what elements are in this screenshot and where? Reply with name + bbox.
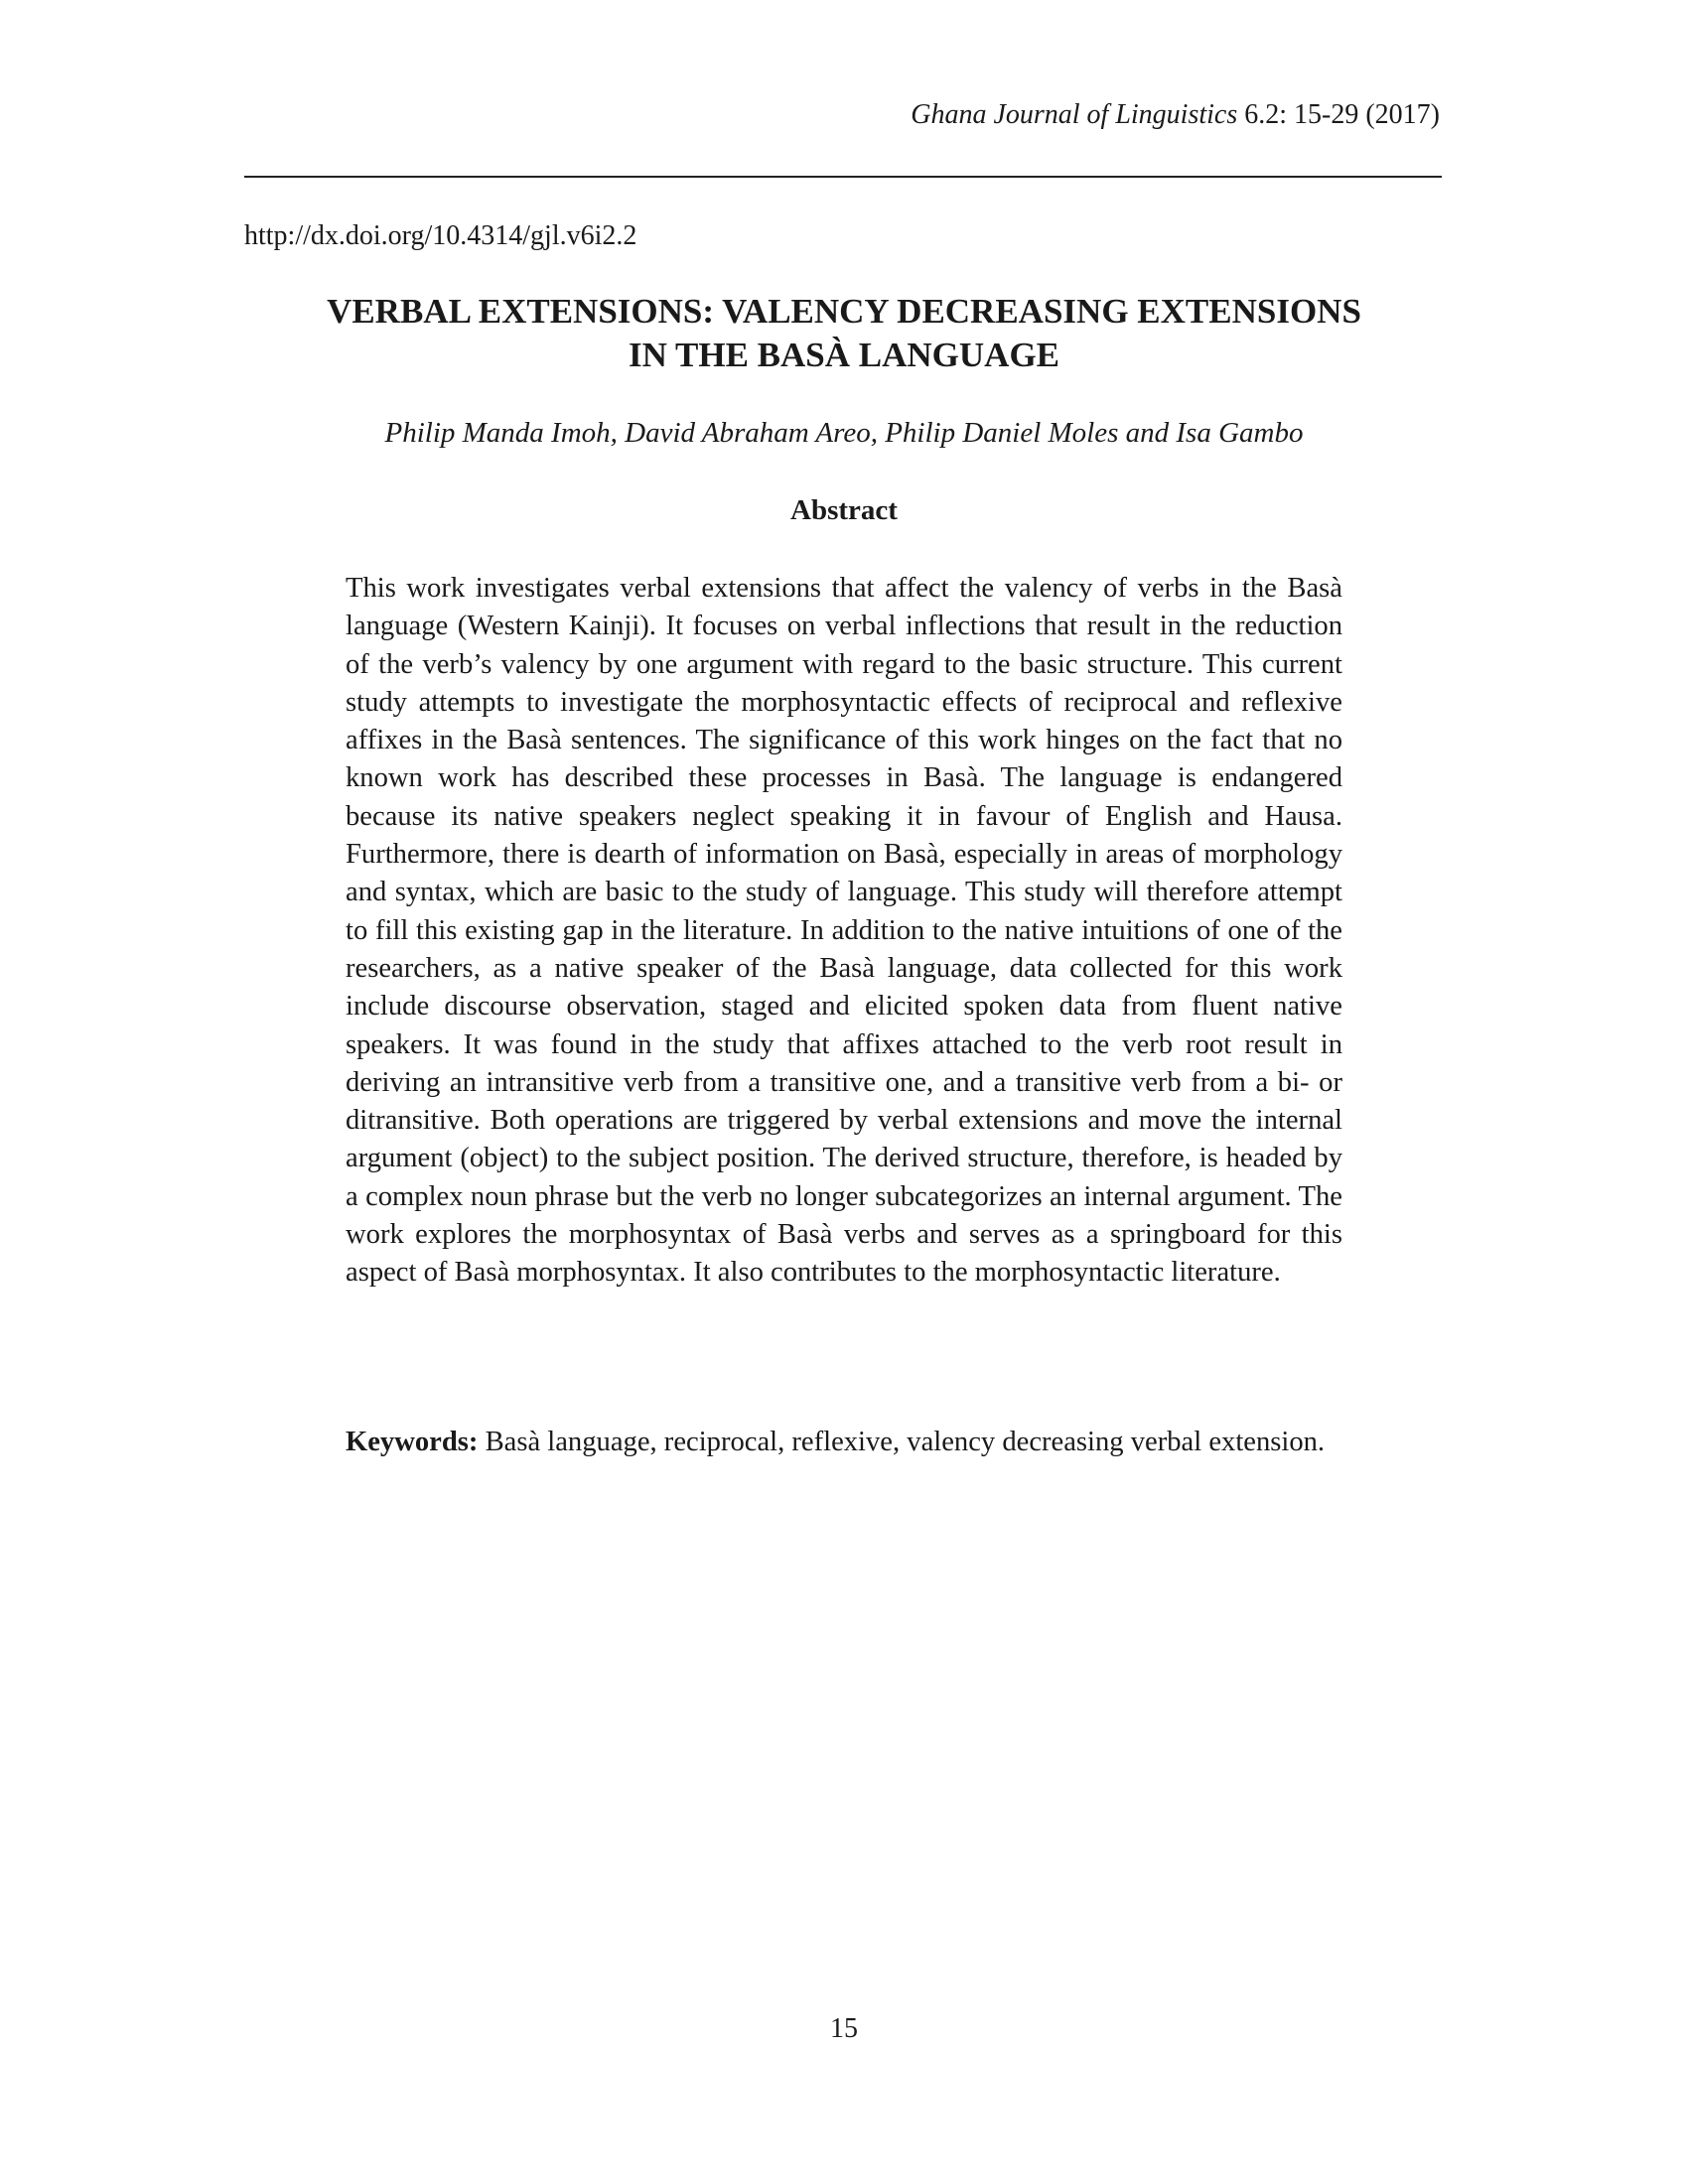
journal-name: Ghana Journal of Linguistics xyxy=(911,99,1238,130)
title-line-2: IN THE BASÀ LANGUAGE xyxy=(628,336,1060,374)
doi-link[interactable]: http://dx.doi.org/10.4314/gjl.v6i2.2 xyxy=(244,220,637,251)
abstract-heading: Abstract xyxy=(790,494,898,526)
keywords-text: Basà language, reciprocal, reflexive, valency decreasing verbal extension. xyxy=(478,1427,1326,1457)
paper-title xyxy=(199,290,1489,377)
header-rule xyxy=(244,176,1442,178)
title-line-1: VERBAL EXTENSIONS: VALENCY DECREASING EXTENSIONS xyxy=(327,292,1361,331)
keywords xyxy=(346,1424,1342,1461)
journal-citation: 6.2: 15-29 (2017) xyxy=(1237,99,1440,130)
running-head xyxy=(911,99,1440,131)
abstract-body: This work investigates verbal extensions that affect the valency of verbs in the Basà language (Western Kainji). It focuses on verbal inflections that result in the reduction of the verb’s valency by one argument with regard to the basic structure. This current study attempts to investigate the morphosyntactic effects of reciprocal and reflexive affixes in the Basà sentences. The significance of this work hinges on the fact that no known work has described these processes in Basà. The language is endangered because its native speakers neglect speaking it in favour of English and Hausa. Furthermore, there is dearth of information on Basà, especially in areas of morphology and syntax, which are basic to the study of language. This study will therefore attempt to fill this existing gap in the literature. In addition to the native intuitions of one of the researchers, as a native speaker of the Basà language, data collected for this work include discourse observation, staged and elicited spoken data from fluent native speakers. It was found in the study that affixes attached to the verb root result in deriving an intransitive verb from a transitive one, and a transitive verb from a bi- or ditransitive. Both operations are triggered by verbal extensions and move the internal argument (object) to the subject position. The derived structure, therefore, is headed by a complex noun phrase but the verb no longer subcategorizes an internal argument. The work explores the morphosyntax of Basà verbs and serves as a springboard for this aspect of Basà morphosyntax. It also contributes to the morphosyntactic literature. xyxy=(346,573,1342,1289)
page-number: 15 xyxy=(830,2013,858,2044)
keywords-label: Keywords: xyxy=(346,1427,479,1457)
author-list: Philip Manda Imoh, David Abraham Areo, Philip Daniel Moles and Isa Gambo xyxy=(384,417,1304,449)
